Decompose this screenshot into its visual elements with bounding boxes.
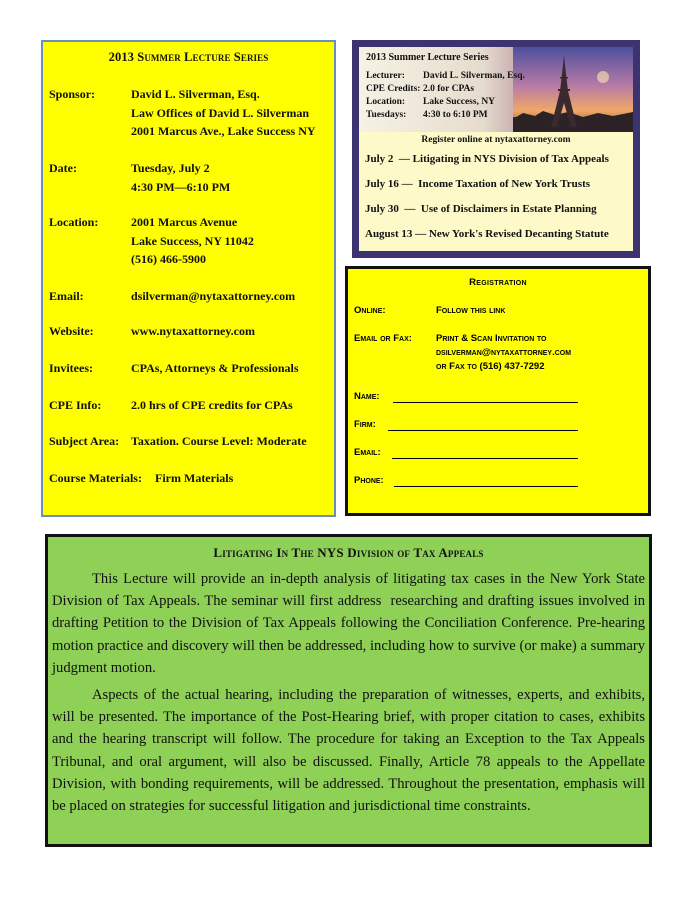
- registration-form: [345, 266, 651, 516]
- materials-label: Course Materials:: [49, 471, 142, 485]
- lecture-lecturer: [366, 71, 525, 81]
- name-field-label: Name:: [354, 391, 380, 402]
- lecture-tuesdays: [366, 110, 488, 120]
- location-street: 2001 Marcus Avenue: [131, 215, 238, 229]
- lecture-date-item: July 2 — Litigating in NYS Division of Tax Appeals: [365, 153, 609, 165]
- lecture-series-flyer: [352, 40, 640, 258]
- lecture-cpe: [366, 84, 475, 94]
- subject-value: Taxation. Course Level: Moderate: [131, 434, 307, 448]
- email-label: Email:: [49, 289, 84, 303]
- lecturer-value: David L. Silverman, Esq.: [423, 71, 525, 81]
- tuesdays-value: 4:30 to 6:10 PM: [423, 110, 488, 120]
- website-value[interactable]: www.nytaxattorney.com: [131, 324, 255, 338]
- date-time: 4:30 PM—6:10 PM: [131, 179, 231, 194]
- info-title-text: Summer Lecture Series: [137, 50, 269, 64]
- cpe-value: 2.0 hrs of CPE credits for CPAs: [131, 398, 293, 412]
- location-phone: (516) 466-5900: [131, 252, 206, 266]
- lecturer-label: Lecturer:: [366, 71, 405, 81]
- lecture-date-item: July 30 — Use of Disclaimers in Estate Planning: [365, 203, 597, 215]
- lecture-location: [366, 97, 496, 107]
- sponsor-firm: Law Offices of David L. Silverman: [131, 105, 309, 120]
- info-title: [43, 50, 334, 65]
- description-paragraph: Aspects of the actual hearing, including the preparation of witnesses, experts, and exhibits, will be presented. The importance of the Post-Hearing brief, with proper citation to cases, exhibits and the hearing transcript will follow. The procedure for taking an Exception to the Tax Appeals Tribunal, and oral argument, will also be discussed. Finally, Article 78 appeals to the Appellate Division, with bonding requirements, will be addressed. Throughout the presentation, emphasis will be placed on strategies for successful litigation and jurisdictional time constraints.: [52, 687, 645, 815]
- website-label: Website:: [49, 324, 94, 338]
- subject-label: Subject Area:: [49, 434, 120, 448]
- cpe-credits-value: 2.0 for CPAs: [423, 84, 475, 94]
- email-value[interactable]: dsilverman@nytaxattorney.com: [131, 289, 296, 303]
- lecture-flyer-header: [359, 47, 633, 132]
- cpe-label: CPE Info:: [49, 398, 102, 412]
- eiffel-tower-image: [513, 47, 633, 132]
- lecture-date-item: August 13 — New York's Revised Decanting Statute: [365, 228, 609, 240]
- description-paragraph: This Lecture will provide an in-depth analysis of litigating tax cases in the New York State Division of Tax Appeals. The seminar will first address researching and drafting issues involved in drafting Petition to the Division of Tax Appeals following the Conciliation Conference. Pre-hearing motion practice and discovery will then be addressed, including how to survive (or make) a summary judgment motion.: [52, 571, 645, 676]
- date-label: Date:: [49, 161, 77, 175]
- date-day: Tuesday, July 2: [131, 161, 210, 175]
- event-info-box: [41, 40, 336, 517]
- tuesdays-label: Tuesdays:: [366, 110, 407, 120]
- email-fax-label: Email or Fax:: [354, 333, 412, 344]
- lecture-flyer-panel: [359, 47, 633, 251]
- registration-email-link[interactable]: dsilverman@nytaxattorney.com: [436, 347, 572, 358]
- invitees-label: Invitees:: [49, 361, 93, 375]
- sponsor-label: Sponsor:: [49, 87, 96, 101]
- lecture-flyer-title: 2013 Summer Lecture Series: [366, 52, 489, 63]
- lecture-location-label: Location:: [366, 97, 406, 107]
- name-field[interactable]: [393, 402, 578, 403]
- firm-field-label: Firm:: [354, 419, 376, 430]
- firm-field[interactable]: [388, 430, 578, 431]
- course-description-box: [45, 534, 652, 847]
- online-label: Online:: [354, 305, 386, 316]
- materials-value: Firm Materials: [155, 471, 234, 485]
- phone-field-label: Phone:: [354, 475, 384, 486]
- lecture-location-value: Lake Success, NY: [423, 97, 496, 107]
- phone-field[interactable]: [394, 486, 578, 487]
- follow-link[interactable]: Follow this link: [436, 305, 506, 316]
- fax-number: or Fax to (516) 437-7292: [436, 361, 545, 372]
- location-city: Lake Success, NY 11042: [131, 233, 254, 248]
- sponsor-name: David L. Silverman, Esq.: [131, 87, 260, 101]
- description-title: Litigating In The NYS Division of Tax Appeals: [213, 545, 484, 560]
- cpe-credits-label: CPE Credits:: [366, 84, 421, 94]
- registration-title: Registration: [469, 277, 527, 288]
- email-field[interactable]: [392, 458, 578, 459]
- email-fax-instruction: Print & Scan Invitation to: [436, 333, 547, 344]
- lecture-date-item: July 16 — Income Taxation of New York Trusts: [365, 178, 591, 190]
- sponsor-address: 2001 Marcus Ave., Lake Success NY: [131, 124, 316, 138]
- email-field-label: Email:: [354, 447, 381, 458]
- info-title-year: 2013: [108, 50, 135, 64]
- location-label: Location:: [49, 215, 99, 229]
- invitees-value: CPAs, Attorneys & Professionals: [131, 361, 299, 375]
- register-online-text: Register online at nytaxattorney.com: [421, 135, 571, 145]
